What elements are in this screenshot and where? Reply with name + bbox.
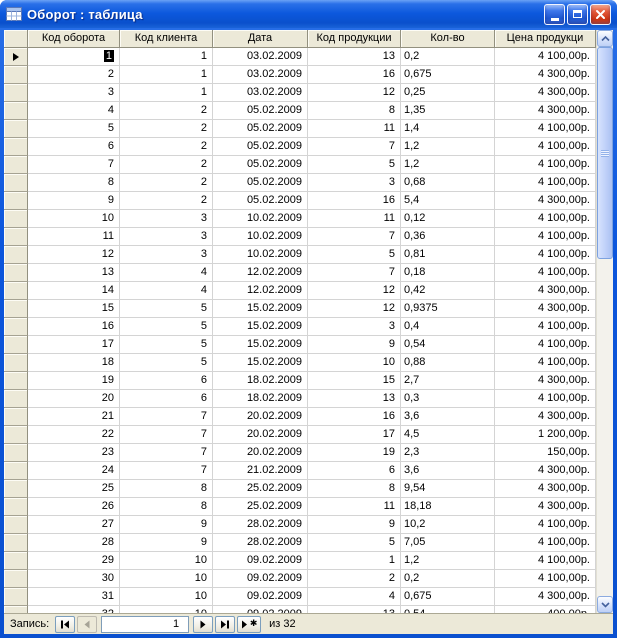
record-number-input[interactable] [101,616,189,633]
cell[interactable]: 4 300,00р. [495,84,596,102]
table-row [4,210,596,228]
cell[interactable]: 0,88 [401,354,495,372]
previous-record-button[interactable] [77,616,97,633]
cell[interactable]: 8 [28,174,120,192]
selected-cell-value: 1 [105,50,112,62]
scroll-up-button[interactable] [597,30,613,47]
cell[interactable]: 4 100,00р. [495,48,596,66]
cell[interactable]: 20.02.2009 [213,408,308,426]
cell[interactable]: 4 300,00р. [495,480,596,498]
chevron-down-icon [601,602,610,608]
cell[interactable]: 16 [308,192,401,210]
cell[interactable]: 29 [28,552,120,570]
cell[interactable]: 21 [28,408,120,426]
cell[interactable]: 6 [28,138,120,156]
cell[interactable]: 16 [308,66,401,84]
row-selector[interactable] [4,588,28,606]
cell[interactable]: 0,675 [401,588,495,606]
cell[interactable]: 7 [120,408,213,426]
cell[interactable]: 4 100,00р. [495,390,596,408]
new-record-button[interactable] [237,616,261,633]
cell[interactable]: 27 [28,516,120,534]
minimize-icon [551,18,559,21]
cell[interactable]: 17 [28,336,120,354]
cell[interactable]: 15 [28,300,120,318]
cell[interactable]: 30 [28,570,120,588]
cell[interactable]: 0,12 [401,210,495,228]
cell[interactable]: 4,5 [401,426,495,444]
column-header[interactable]: Цена продукци [495,30,596,48]
record-navigator [4,613,613,634]
row-selector[interactable] [4,408,28,426]
cell[interactable]: 26 [28,498,120,516]
cell[interactable]: 4 300,00р. [495,192,596,210]
cell[interactable]: 4 300,00р. [495,282,596,300]
cell[interactable]: 20 [28,390,120,408]
cell[interactable]: 2 [308,570,401,588]
cell[interactable]: 9 [308,516,401,534]
cell[interactable]: 1 200,00р. [495,426,596,444]
cell[interactable]: 0,2 [401,48,495,66]
row-selector[interactable] [4,444,28,462]
row-selector[interactable] [4,156,28,174]
cell[interactable]: 24 [28,462,120,480]
cell[interactable]: 10 [28,210,120,228]
cell[interactable]: 7 [28,156,120,174]
cell[interactable]: 18.02.2009 [213,372,308,390]
cell[interactable]: 6 [120,372,213,390]
cell[interactable]: 14 [28,282,120,300]
cell[interactable]: 0,4 [401,318,495,336]
table-row [4,300,596,318]
row-selector[interactable] [4,174,28,192]
cell[interactable]: 1 [120,66,213,84]
table-row [4,444,596,462]
cell[interactable]: 03.02.2009 [213,66,308,84]
cell[interactable]: 4 300,00р. [495,372,596,390]
row-selector[interactable] [4,336,28,354]
cell[interactable]: 4 100,00р. [495,336,596,354]
cell[interactable]: 10.02.2009 [213,210,308,228]
cell[interactable]: 20.02.2009 [213,444,308,462]
minimize-button[interactable] [544,4,565,25]
cell[interactable]: 4 100,00р. [495,246,596,264]
cell[interactable]: 2 [120,174,213,192]
cell[interactable]: 3 [308,318,401,336]
cell[interactable]: 4 300,00р. [495,588,596,606]
column-header[interactable]: Кол-во [401,30,495,48]
row-selector[interactable] [4,282,28,300]
table-row [4,156,596,174]
rows [4,48,596,606]
cell[interactable]: 3 [28,84,120,102]
cell[interactable]: 4 100,00р. [495,516,596,534]
cell[interactable]: 28.02.2009 [213,534,308,552]
cell[interactable]: 11 [308,120,401,138]
table-row [4,408,596,426]
cell[interactable]: 7 [308,264,401,282]
cell[interactable]: 25.02.2009 [213,498,308,516]
cell[interactable]: 8 [120,480,213,498]
new-record-star-icon: ✱ [249,618,258,629]
table-row [4,264,596,282]
cell[interactable]: 13 [308,48,401,66]
row-selector[interactable] [4,372,28,390]
cell[interactable]: 05.02.2009 [213,192,308,210]
table-row [4,228,596,246]
cell[interactable]: 7 [308,228,401,246]
table-row [4,354,596,372]
cell[interactable]: 0,18 [401,264,495,282]
cell[interactable]: 5 [308,246,401,264]
row-selector[interactable] [4,426,28,444]
table-row [4,138,596,156]
cell[interactable]: 15.02.2009 [213,354,308,372]
cell[interactable]: 16 [308,408,401,426]
cell[interactable]: 10,2 [401,516,495,534]
cell[interactable]: 4 [308,588,401,606]
cell[interactable]: 9 [120,516,213,534]
cell[interactable]: 15.02.2009 [213,336,308,354]
table-row [4,84,596,102]
table-row [4,480,596,498]
cell[interactable]: 13 [28,264,120,282]
cell[interactable]: 18.02.2009 [213,390,308,408]
cell[interactable]: 28 [28,534,120,552]
cell[interactable]: 4 100,00р. [495,318,596,336]
cell[interactable]: 25 [28,480,120,498]
cell[interactable]: 8 [308,480,401,498]
cell[interactable]: 4 100,00р. [495,570,596,588]
cell[interactable]: 0,68 [401,174,495,192]
cell[interactable]: 2,7 [401,372,495,390]
cell[interactable]: 1,2 [401,156,495,174]
cell[interactable]: 05.02.2009 [213,174,308,192]
cell[interactable]: 0,2 [401,570,495,588]
cell[interactable]: 03.02.2009 [213,48,308,66]
row-selector[interactable] [4,354,28,372]
cell[interactable]: 150,00р. [495,444,596,462]
cell[interactable]: 1 [120,48,213,66]
cell[interactable]: 1,4 [401,120,495,138]
cell[interactable]: 15.02.2009 [213,318,308,336]
cell[interactable]: 4 100,00р. [495,174,596,192]
cell[interactable]: 3,6 [401,462,495,480]
cell[interactable]: 5 [120,354,213,372]
cell[interactable]: 1 [308,552,401,570]
row-selector[interactable] [4,246,28,264]
chevron-up-icon [601,36,610,42]
row-selector[interactable] [4,300,28,318]
cell[interactable]: 05.02.2009 [213,138,308,156]
cell[interactable]: 19 [28,372,120,390]
row-selector[interactable] [4,102,28,120]
cell[interactable]: 21.02.2009 [213,462,308,480]
cell[interactable]: 05.02.2009 [213,120,308,138]
cell[interactable]: 2 [120,138,213,156]
cell[interactable]: 4 100,00р. [495,354,596,372]
cell[interactable]: 15.02.2009 [213,300,308,318]
cell[interactable]: 0,9375 [401,300,495,318]
table-row [4,318,596,336]
table-row [4,120,596,138]
cell[interactable]: 5 [120,318,213,336]
table-row [4,246,596,264]
cell[interactable]: 5 [120,300,213,318]
cell[interactable]: 0,42 [401,282,495,300]
first-record-button[interactable] [55,616,75,633]
cell[interactable]: 09.02.2009 [213,570,308,588]
cell[interactable]: 9 [308,336,401,354]
cell[interactable]: 0,25 [401,84,495,102]
row-selector[interactable] [4,480,28,498]
row-selector[interactable] [4,552,28,570]
column-header[interactable]: Дата [213,30,308,48]
table-row [4,282,596,300]
row-selector[interactable] [4,192,28,210]
row-selector[interactable] [4,498,28,516]
cell[interactable]: 5,4 [401,192,495,210]
cell[interactable]: 1 [120,84,213,102]
row-selector[interactable] [4,210,28,228]
row-selector[interactable] [4,534,28,552]
scroll-down-button[interactable] [597,596,613,613]
cell[interactable]: 12 [308,300,401,318]
cell[interactable]: 05.02.2009 [213,102,308,120]
cell[interactable]: 6 [120,390,213,408]
row-selector[interactable] [4,318,28,336]
cell[interactable]: 11 [28,228,120,246]
cell[interactable]: 05.02.2009 [213,156,308,174]
scrollbar-thumb[interactable] [597,47,613,259]
close-icon [595,9,606,20]
cell[interactable]: 2 [28,66,120,84]
cell[interactable]: 2,3 [401,444,495,462]
cell[interactable]: 03.02.2009 [213,84,308,102]
first-record-icon [60,620,70,629]
column-header[interactable]: Код клиента [120,30,213,48]
cell[interactable]: 9 [28,192,120,210]
cell[interactable]: 5 [308,534,401,552]
cell[interactable]: 10.02.2009 [213,228,308,246]
cell[interactable]: 7 [120,462,213,480]
cell[interactable]: 12 [308,84,401,102]
cell[interactable]: 12.02.2009 [213,264,308,282]
row-selector[interactable] [4,138,28,156]
cell[interactable]: 0,54 [401,336,495,354]
row-selector[interactable] [4,84,28,102]
cell[interactable]: 4 100,00р. [495,552,596,570]
datasheet-table-icon [6,7,22,21]
row-selector[interactable] [4,120,28,138]
cell[interactable]: 7,05 [401,534,495,552]
last-record-button[interactable] [215,616,235,633]
row-selector[interactable] [4,228,28,246]
row-selector[interactable] [4,48,28,66]
close-button[interactable] [590,4,611,25]
cell[interactable]: 4 100,00р. [495,210,596,228]
cell[interactable]: 2 [120,192,213,210]
header-row [4,30,596,48]
maximize-button[interactable] [567,4,588,25]
datasheet-grid [4,30,596,613]
cell[interactable]: 4 100,00р. [495,120,596,138]
cell[interactable]: 3 [120,246,213,264]
table-row [4,426,596,444]
vertical-scrollbar[interactable] [596,30,613,613]
table-row [4,48,596,66]
cell[interactable]: 15 [308,372,401,390]
cell[interactable]: 09.02.2009 [213,552,308,570]
cell[interactable]: 3 [308,174,401,192]
cell[interactable]: 4 [120,264,213,282]
next-record-button[interactable] [193,616,213,633]
current-record-arrow-icon [13,53,19,61]
cell[interactable] [28,48,120,66]
cell[interactable]: 4 300,00р. [495,498,596,516]
cell[interactable]: 4 100,00р. [495,534,596,552]
cell[interactable]: 7 [120,444,213,462]
cell[interactable]: 3 [120,228,213,246]
cell[interactable]: 11 [308,210,401,228]
cell[interactable]: 0,675 [401,66,495,84]
cell[interactable]: 4 100,00р. [495,156,596,174]
table-row [4,390,596,408]
cell[interactable]: 2 [120,156,213,174]
cell[interactable]: 18 [28,354,120,372]
cell[interactable]: 09.02.2009 [213,588,308,606]
table-row [4,534,596,552]
cell[interactable]: 4 100,00р. [495,138,596,156]
cell[interactable]: 2 [120,102,213,120]
window-title: Оборот : таблица [27,6,143,22]
table-row [4,552,596,570]
table-row [4,174,596,192]
cell[interactable]: 4 100,00р. [495,264,596,282]
cell[interactable]: 4 300,00р. [495,102,596,120]
table-row [4,192,596,210]
cell[interactable]: 9,54 [401,480,495,498]
partial-row-clip [4,606,596,613]
table-row [4,516,596,534]
cell[interactable]: 28.02.2009 [213,516,308,534]
cell[interactable]: 10 [120,588,213,606]
scrollbar-grip-icon [601,150,609,157]
row-selector[interactable] [4,462,28,480]
cell[interactable]: 31 [28,588,120,606]
cell[interactable]: 20.02.2009 [213,426,308,444]
cell[interactable]: 9 [120,534,213,552]
row-selector[interactable] [4,264,28,282]
cell[interactable]: 12 [28,246,120,264]
cell[interactable]: 0,36 [401,228,495,246]
cell[interactable]: 19 [308,444,401,462]
table-row [4,588,596,606]
cell[interactable]: 5 [28,120,120,138]
cell[interactable]: 3,6 [401,408,495,426]
table-row [4,462,596,480]
datasheet-content [4,30,613,634]
cell[interactable]: 8 [308,102,401,120]
row-selector[interactable] [4,66,28,84]
row-selector[interactable] [4,516,28,534]
cell[interactable]: 4 300,00р. [495,462,596,480]
table-row [4,66,596,84]
cell[interactable]: 4 [120,282,213,300]
row-selector[interactable] [4,390,28,408]
record-label: Запись: [10,618,50,630]
cell[interactable]: 4 300,00р. [495,66,596,84]
cell[interactable]: 6 [308,462,401,480]
table-row [4,372,596,390]
table-row [4,336,596,354]
cell[interactable]: 0,81 [401,246,495,264]
cell[interactable]: 0,3 [401,390,495,408]
cell[interactable]: 23 [28,444,120,462]
cell[interactable]: 4 300,00р. [495,408,596,426]
cell[interactable]: 5 [308,156,401,174]
cell[interactable]: 17 [308,426,401,444]
row-selector[interactable] [4,570,28,588]
cell[interactable]: 3 [120,210,213,228]
cell[interactable]: 7 [120,426,213,444]
next-record-icon [199,620,207,629]
cell[interactable]: 1,2 [401,552,495,570]
cell[interactable]: 12 [308,282,401,300]
maximize-icon [573,10,582,18]
cell[interactable]: 1,35 [401,102,495,120]
cell[interactable]: 11 [308,498,401,516]
select-all-corner[interactable] [4,30,28,48]
cell[interactable]: 4 300,00р. [495,300,596,318]
cell[interactable]: 5 [120,336,213,354]
cell[interactable]: 2 [120,120,213,138]
column-header[interactable]: Код оборота [28,30,120,48]
cell[interactable]: 25.02.2009 [213,480,308,498]
previous-record-icon [83,620,91,629]
record-count-label: из 32 [269,618,296,630]
title-bar[interactable] [0,0,617,28]
cell[interactable]: 8 [120,498,213,516]
cell[interactable]: 4 [28,102,120,120]
cell[interactable]: 22 [28,426,120,444]
cell[interactable]: 10 [120,552,213,570]
cell[interactable]: 18,18 [401,498,495,516]
last-record-icon [220,620,230,629]
cell[interactable]: 10 [120,570,213,588]
table-row [4,570,596,588]
cell[interactable]: 1,2 [401,138,495,156]
cell[interactable]: 4 100,00р. [495,228,596,246]
cell[interactable]: 10 [308,354,401,372]
cell[interactable]: 7 [308,138,401,156]
column-header[interactable]: Код продукции [308,30,401,48]
table-row [4,102,596,120]
table-row [4,498,596,516]
new-record-icon [241,620,249,629]
cell[interactable]: 16 [28,318,120,336]
cell[interactable]: 12.02.2009 [213,282,308,300]
cell[interactable]: 13 [308,390,401,408]
cell[interactable]: 10.02.2009 [213,246,308,264]
